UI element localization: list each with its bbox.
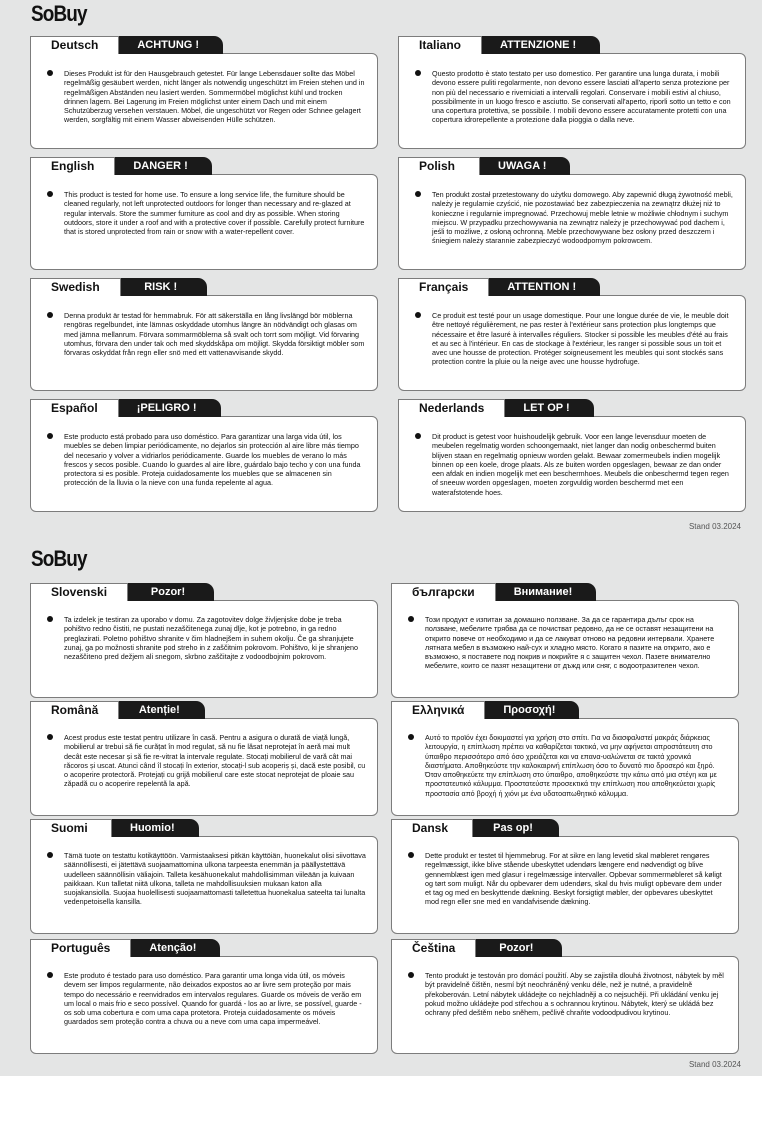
warning-label: Atenție!	[119, 701, 205, 719]
instruction-sheet-1	[0, 0, 762, 542]
warning-card	[30, 701, 378, 816]
card-header	[398, 36, 600, 53]
bullet-icon	[415, 312, 421, 318]
bullet-icon	[47, 852, 53, 858]
card-header	[30, 157, 212, 174]
warning-card	[30, 819, 378, 934]
language-label: Română	[30, 701, 119, 719]
bullet-icon	[47, 191, 53, 197]
language-label: Suomi	[30, 819, 112, 837]
bullet-icon	[47, 972, 53, 978]
warning-card	[398, 399, 746, 512]
bullet-icon	[415, 433, 421, 439]
warning-label: Pozor!	[476, 939, 562, 957]
warning-text: Ten produkt został przetestowany do użytku domowego. Aby zapewnić długą żywotność mebli, należy je regularnie czyścić, nie pozostawiać bez zabezpieczenia na zewnątrz dłużej niż to konieczne i regularnie impregnować. Przechowuj meble letnie w możliwie chłodnym i suchym miejscu. W przypadku przechowywania na zewnątrz należy je przechowywać pod dachem i, jeśli to możliwe, z osłoną ochronną. Meble przechowywane bez osłony przed deszczem i śniegiem należy starannie zabezpieczyć wodoodpornym pokrowcem.	[432, 190, 733, 246]
language-label: Ελληνικά	[391, 701, 485, 719]
language-label: Slovenski	[30, 583, 128, 601]
language-label: български	[391, 583, 496, 601]
warning-text: Ta izdelek je testiran za uporabo v domu. Za zagotovitev dolge življenjske dobe je treba pohištvo redno čistiti, ne pustati nezaščitenega zunaj dlje, kot je potrebno, in ga redno preglazirati. Poletno pohištvo shranite v čim hladnejšem in suhem okolju. Če ga shranjujete zunaj, ga po možnosti shranite pod streho in z zaščitnim pokrovom. Pohištvo, ki je shranjeno nezaščiteno pred dežjem ali snegom, skrbno zaščitajte z vodoodbojnim pokrovom.	[64, 615, 359, 662]
warning-card	[391, 701, 739, 816]
language-label: Español	[30, 399, 119, 417]
language-label: Italiano	[398, 36, 482, 54]
language-label: Polish	[398, 157, 480, 175]
card-header	[30, 399, 221, 416]
warning-text: Denna produkt är testad för hemmabruk. För att säkerställa en lång livslängd bör möblerna rengöras regelbundet, inte lämnas oskyddade utomhus längre än nödvändigt och glasas om med jämna mellanrum. Förvara sommarmöblerna så svalt och torrt som möjligt. Vid förvaring utomhus, förvara den under tak och med skyddskåpa om möjligt. Skydda försiktigt möbler som förvaras oskyddat från regn eller snö med ett vattenavvisande skydd.	[64, 311, 365, 358]
warning-card	[30, 157, 378, 270]
warning-label: Pozor!	[128, 583, 214, 601]
card-header	[391, 939, 562, 956]
card-header	[391, 583, 596, 600]
card-header	[30, 819, 199, 836]
language-label: Čeština	[391, 939, 476, 957]
bullet-icon	[415, 191, 421, 197]
bullet-icon	[408, 852, 414, 858]
bullet-icon	[47, 616, 53, 622]
language-label: Swedish	[30, 278, 121, 296]
card-header	[398, 399, 594, 416]
warning-card	[391, 583, 739, 698]
bullet-icon	[47, 433, 53, 439]
sobuy-logo: SoBuy	[31, 546, 87, 571]
warning-label: RISK !	[121, 278, 207, 296]
warning-text: Este produto é testado para uso doméstico. Para garantir uma longa vida útil, os móveis devem ser limpos regularmente, não deixados expostos ao ar livre sem proteção por mais tempo do necessário e reenvidrados em intervalos regulares. Guarde os móveis de verão em um local o mais frio e seco possível. Quando for guardá - los ao ar livre, se possível, guarde - os sob uma cobertura e com uma capa protetora. Proteja cuidadosamente os móveis guardados sem proteção contra a chuva ou a neve com uma capa impermeável.	[64, 971, 362, 1027]
warning-label: ATTENZIONE !	[482, 36, 600, 54]
warning-card	[391, 939, 739, 1054]
bullet-icon	[47, 734, 53, 740]
bullet-icon	[408, 616, 414, 622]
warning-card	[30, 36, 378, 149]
warning-card	[398, 36, 746, 149]
warning-card	[398, 278, 746, 391]
sobuy-logo: SoBuy	[31, 1, 87, 26]
bullet-icon	[415, 70, 421, 76]
bullet-icon	[408, 734, 414, 740]
warning-text: Acest produs este testat pentru utilizare în casă. Pentru a asigura o durată de viață lungă, mobilierul ar trebui să fie curățat în mod regulat, să nu fie lăsat neprotejat în aeră mai mult decât este necesar și să fie re-vitrat la intervale regulate. Stocați mobilierul de vară cât mai răcoros și uscat. Atunci când îl stocați în exterior, stocați-l sub acoperiș și, dacă este posibil, cu o acoperire protectoră. Protejați cu grijă mobilierul care este stocat neprotejat de ploaie sau zăpadă cu o acoperire repelentă la apă.	[64, 733, 366, 789]
warning-label: DANGER !	[115, 157, 211, 175]
warning-card	[30, 399, 378, 512]
warning-card	[30, 939, 378, 1054]
bullet-icon	[47, 70, 53, 76]
card-header	[30, 939, 220, 956]
card-header	[391, 701, 579, 718]
warning-card	[30, 278, 378, 391]
stand-date: Stand 03.2024	[688, 1060, 741, 1069]
warning-card	[30, 583, 378, 698]
stand-date: Stand 03.2024	[688, 522, 741, 531]
warning-label: ¡PELIGRO !	[119, 399, 221, 417]
warning-label: Προσοχή!	[485, 701, 579, 719]
card-header	[391, 819, 559, 836]
language-label: Nederlands	[398, 399, 505, 417]
card-header	[30, 36, 223, 53]
bullet-icon	[47, 312, 53, 318]
warning-text: Този продукт е изпитан за домашно ползване. За да се гарантира дълъг срок на ползване, мебелите трябва да се почистват редовно, да не се оставят незащитени на открито повече от необходимо и да се лакуват отново на редовни интервали. Хранете лятната мебел в възможно най-сух и хладно място. Когато я пазите на открито, ако е възможно, я поставете под покрив и покрийте я с защитен чехол. Пазете внимателно мебелите, които се пазят незащитени от дъжд или сняг, с водоотразителен чехол.	[425, 615, 715, 671]
warning-text: Dieses Produkt ist für den Hausgebrauch getestet. Für lange Lebensdauer sollte das Möbel regelmäßig gesäubert werden, nicht länger als notwendig ungeschützt im Freien stehen und in regelmäßigen Abständen neu lasiert werden. Sommermöbel möglichst kühl und trocken drinnen lagern. Bei Lagerung im Freien möglichst unter einem Dach und mit einem Schutzüberzug versehen verstauen. Möbel, die ungeschützt vor Regen oder Schnee gelagert werden, sorgfältig mit einem Wasser abweisenden Hülle schützen.	[64, 69, 365, 125]
warning-card	[398, 157, 746, 270]
card-header	[30, 278, 207, 295]
warning-text: Dette produkt er testet til hjemmebrug. For at sikre en lang levetid skal møbleret rengøres regelmæssigt, ikke blive stående ubeskyttet udendørs længere end nødvendigt og blive gennemblæst igen med glasur i regelmæssige intervaller. Opbevar sommermøbleret så køligt og tørt som muligt. Når du opbevarer dem udendørs, skal du hvis muligt opbevare dem under et tag og med en beskyttende dækning. Beskyt forsigtigt møbler, der opbevares ubeskyttet mod regn eller sne med en vandafvisende dækning.	[425, 851, 722, 907]
warning-text: Questo prodotto è stato testato per uso domestico. Per garantire una lunga durata, i mobili devono essere puliti regolarmente, non devono essere lasciati all'aperto senza protezione per non più del necessario e riverniciati a intervalli regolari. Conservare i mobili estivi al chiuso, possibilmente in un luogo fresco e asciutto. Se conservati all'aperto, riporli sotto un tetto e con una copertura protettiva, se possibile. I mobili devono essere accuratamente protetti con una copertura idrorepellente a protezione dalla pioggia o dalla neve.	[432, 69, 731, 125]
warning-label: LET OP !	[505, 399, 593, 417]
warning-card	[391, 819, 739, 934]
language-label: English	[30, 157, 115, 175]
instruction-sheet-2	[0, 542, 762, 1076]
warning-label: ACHTUNG !	[119, 36, 223, 54]
warning-label: ATTENTION !	[489, 278, 600, 296]
warning-label: Huomio!	[112, 819, 199, 837]
warning-text: Este producto está probado para uso doméstico. Para garantizar una larga vida útil, los muebles se deben limpiar periódicamente, no dejarlos sin protección al aire libre más tiempo del necesario y volver a vidriarlos periódicamente. Guarde los muebles de verano lo más frescos y secos posible. Cuando lo guardes al aire libre, guárdalo bajo techo y con una funda protectora si es posible. Proteja cuidadosamente los muebles que se almacenen sin protección de la lluvia o la nieve con una funda repelente al agua.	[64, 432, 361, 488]
card-header	[398, 278, 600, 295]
language-label: Deutsch	[30, 36, 119, 54]
warning-label: Внимание!	[496, 583, 597, 601]
warning-label: UWAGA !	[480, 157, 570, 175]
card-header	[398, 157, 570, 174]
warning-text: This product is tested for home use. To ensure a long service life, the furniture should be cleaned regularly, not left unprotected outdoors for longer than necessary and re-glazed at regular intervals. Store the summer furniture as cool and dry as possible. When storing outdoors, store it under a roof and with a protective cover if possible. Carefully protect furniture that is stored unprotected from rain or snow with a water-repellent cover.	[64, 190, 365, 237]
language-label: Português	[30, 939, 131, 957]
card-header	[30, 701, 205, 718]
warning-text: Tento produkt je testován pro domácí použití. Aby se zajistila dlouhá životnost, nábytek by měl být pravidelně čištěn, nesmí být neochráněný venku déle, než je nutné, a pravidelně překoberován. Letní nábytek ukládejte co nejchladněji a co nejsuchěji. Při ukládání venku jej pokud možno ukládejte pod střechou a s ochrannou krytinou. Nábytek, který se ukládá bez ochrany před deštěm nebo sněhem, pečlivě chraňte vodoodpudivou krytinou.	[425, 971, 724, 1018]
card-header	[30, 583, 214, 600]
warning-text: Tämä tuote on testattu kotikäyttöön. Varmistaaksesi pitkän käyttöiän, huonekalut olisi siivottava säännöllisesti, ei jätettävä suojaamattomina ulkona tarpeesta enemmän ja päällystettävä uudelleen säännöllisin väliajoin. Talleta kesähuonekalut mahdollisimman viileään ja kuivaan paikkaan. Kun talletat niitä ulkona, talleta ne mahdollisuuksien mukaan katon alla suojakansiolla. Suojaa huolellisesti suojaamattomasti talletettua huonekalua sateelta tai lunalta vedenpetoisella kansilla.	[64, 851, 366, 907]
warning-label: Pas op!	[473, 819, 559, 837]
bullet-icon	[408, 972, 414, 978]
language-label: Français	[398, 278, 489, 296]
warning-text: Dit product is getest voor huishoudelijk gebruik. Voor een lange levensduur moeten de meubelen regelmatig worden schoongemaakt, niet langer dan nodig onbeschermd buiten blijven staan en regelmatig opnieuw worden gelakt. Bewaar zomermeubels indien mogelijk binnen op een koele, droge plaats. Als ze buiten worden opgeslagen, bewaar ze dan onder een afdak en indien mogelijk met een beschermhoes. Meubels die onbeschermd tegen regen of sneeuw worden opgeslagen, moeten zorgvuldig worden beschermd met een waterafstotende hoes.	[432, 432, 729, 497]
language-label: Dansk	[391, 819, 473, 837]
warning-label: Atenção!	[131, 939, 220, 957]
warning-text: Αυτό το προϊόν έχει δοκιμαστεί για χρήση στο σπίτι. Για να διασφαλιστεί μακράς διάρκειας λειτουργία, η επίπλωση πρέπει να καθαρίζεται τακτικά, να μην αφήνεται απροστάτευτη στο ύπαιθρο περισσότερο από όσο χρειάζεται και να επανα-υαλώνεται σε τακτά χρονικά διαστήματα. Αποθηκεύστε την καλοκαιρινή επίπλωση όσο το δυνατό πιο δροσερό και ξηρό. Όταν αποθηκεύετε την επίπλωση στο ύπαιθρο, αποθηκεύστε την κάτω από μια στέγη και με προστατευτικό κάλυμμα. Προστατεύστε προσεκτικά την επίπλωση που αποθηκεύεται χωρίς προστασία από βροχή ή χιόνι με ένα υδατοαπωθητικό κάλυμμα.	[425, 733, 717, 798]
warning-text: Ce produit est testé pour un usage domestique. Pour une longue durée de vie, le meuble doit être nettoyé régulièrement, ne pas rester à l'extérieur sans protection plus longtemps que nécessaire et être lasuré à intervalles réguliers. Stocker si possible les meubles d'été au frais et au sec à l'intérieur. En cas de stockage à l'extérieur, les ranger si possible sous un toit et avec une housse de protection. Protéger soigneusement les meubles qui sont stockés sans protection contre la pluie ou la neige avec une housse hydrofuge.	[432, 311, 729, 367]
